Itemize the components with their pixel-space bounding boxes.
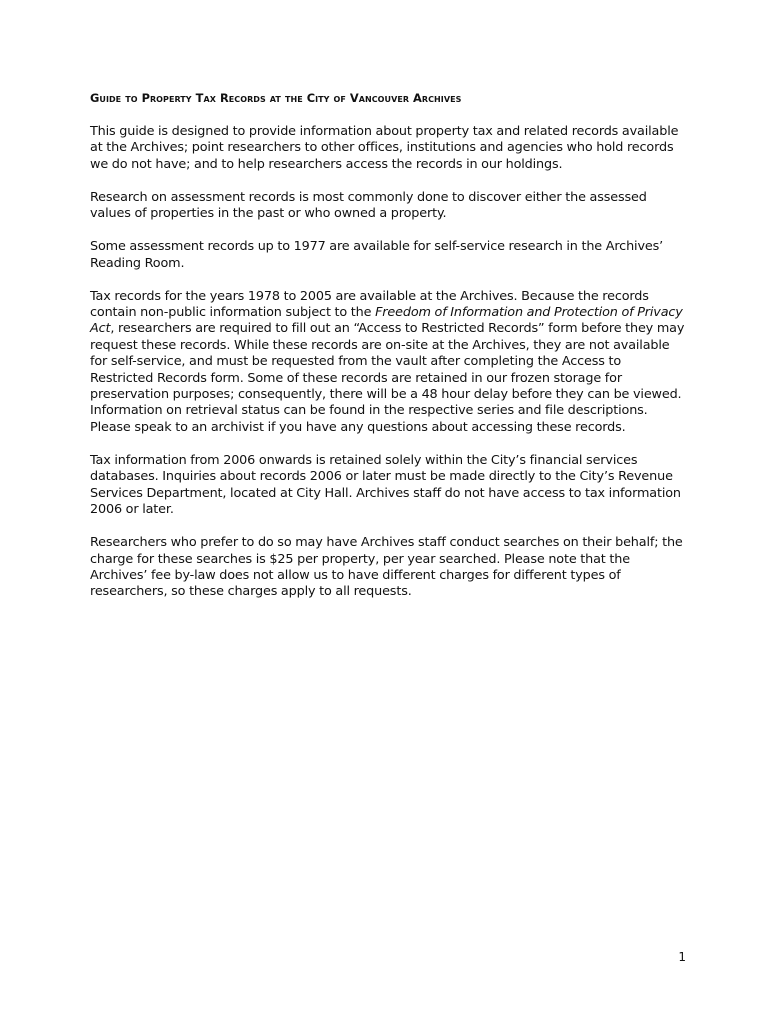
paragraph-self-service: Some assessment records up to 1977 are available for self-service research in the Archives’ Reading Room. [90, 239, 664, 271]
paragraph-restricted-records [90, 289, 686, 437]
paragraph-restricted-records-end: , researchers are required to fill out an “Access to Restricted Records” form before they may request these records. While these records are on-site at the Archives, they are not available for self-service, and must be requested from the vault after completing the Access to Restricted Records form. Some of these records are retained in our frozen storage for preservation purposes; consequently, there will be a 48 hour delay before they can be viewed. Information on retrieval status can be found in the respective series and file descriptions. Please speak to an archivist if you have any questions about accessing these records. [90, 321, 685, 435]
document-body [90, 91, 686, 617]
paragraph-2006-onwards: Tax information from 2006 onwards is retained solely within the City’s financial services databases. Inquiries about records 2006 or later must be made directly to the City’s Revenue Services Department, located at City Hall. Archives staff do not have access to tax information 2006 or later. [90, 452, 681, 518]
document-title: Guide to Property Tax Records at the City of Vancouver Archives [90, 91, 462, 105]
paragraph-staff-searches: Researchers who prefer to do so may have Archives staff conduct searches on their behalf; the charge for these searches is $25 per property, per year searched. Please note that the Archives’ fee by-law does not allow us to have different charges for different types of researchers, so these charges apply to all requests. [90, 535, 683, 600]
paragraph-purpose: This guide is designed to provide information about property tax and related records available at the Archives; point researchers to other offices, institutions and agencies who hold records we do not have; and to help researchers access the records in our holdings. [90, 124, 679, 172]
paragraph-assessment-research: Research on assessment records is most commonly done to discover either the assessed values of properties in the past or who owned a property. [90, 189, 647, 222]
foi-act-title: Freedom of Information and Protection of Privacy Act [90, 305, 683, 337]
page-number: 1 [678, 950, 686, 964]
paragraph-restricted-records-start: Tax records for the years 1978 to 2005 are available at the Archives. Because the records contain non-public information subject to the [90, 288, 649, 321]
